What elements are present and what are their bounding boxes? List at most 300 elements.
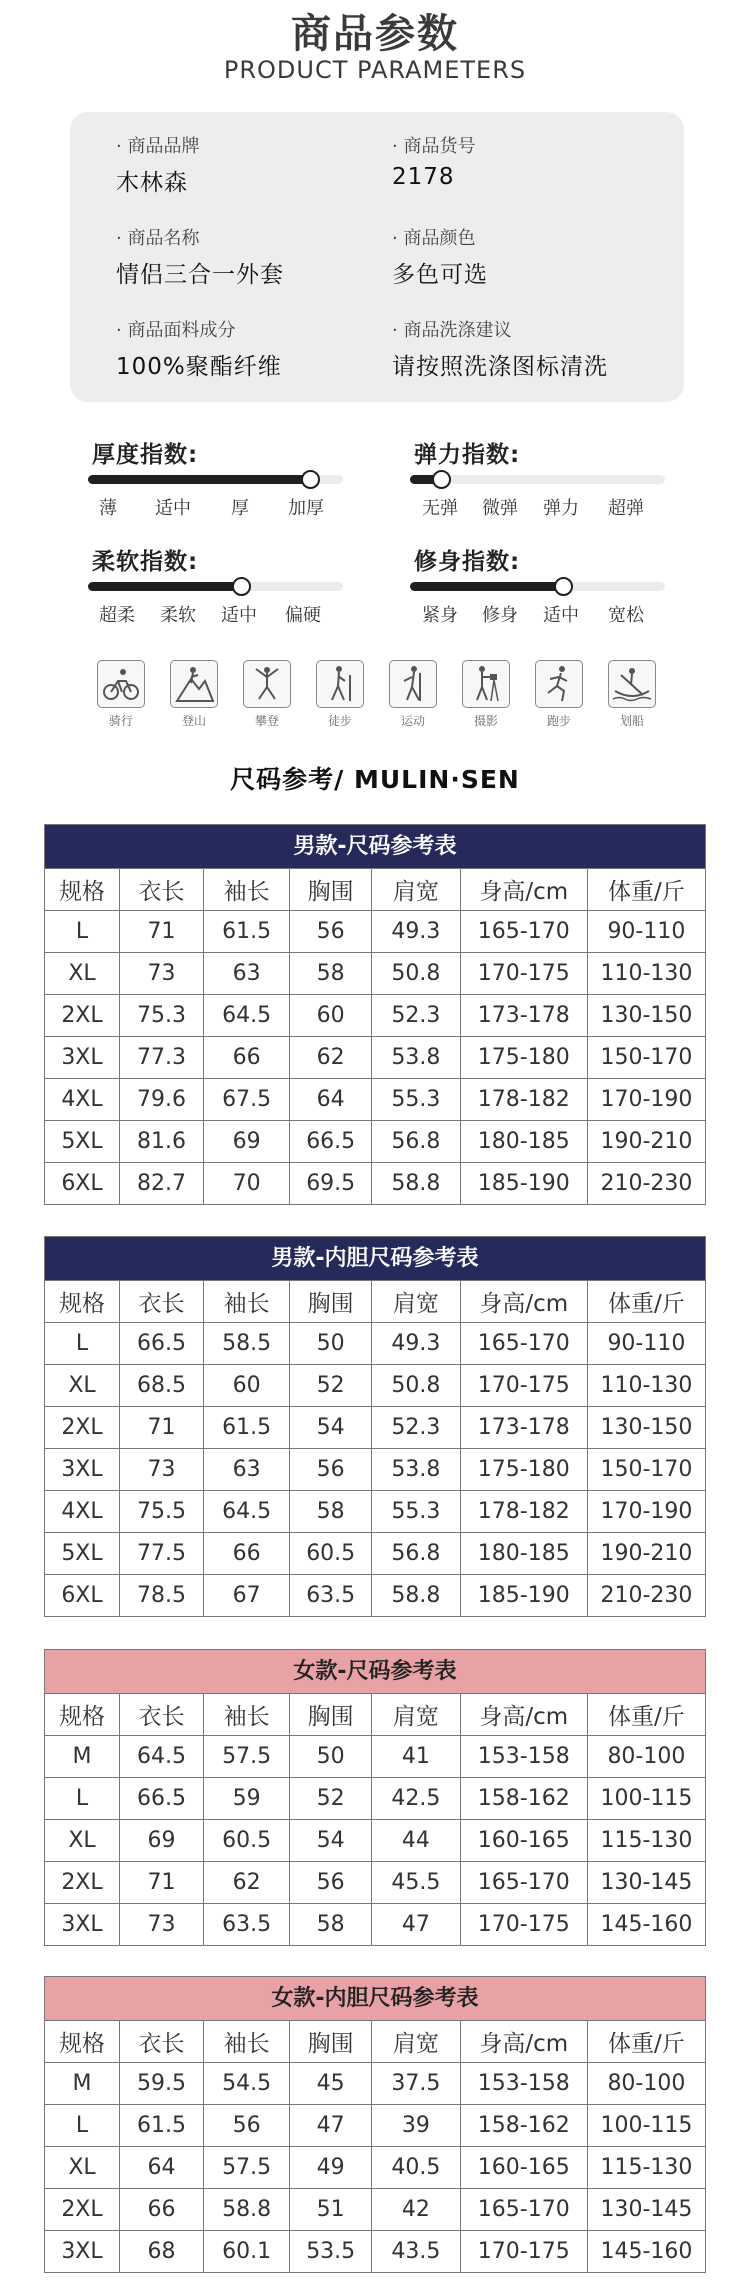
table-cell: 47 <box>372 1904 461 1946</box>
column-header: 肩宽 <box>372 1694 461 1736</box>
table-cell: 71 <box>119 1407 203 1449</box>
photography-icon <box>463 661 509 707</box>
table-cell: 61.5 <box>119 2105 203 2147</box>
table-cell: 56.8 <box>372 1533 461 1575</box>
table-cell: 67.5 <box>203 1079 289 1121</box>
table-cell: 100-115 <box>587 1778 705 1820</box>
table-cell: 77.3 <box>119 1037 203 1079</box>
table-cell: 47 <box>290 2105 372 2147</box>
table-cell: 42.5 <box>372 1778 461 1820</box>
table-cell: 3XL <box>45 1904 120 1946</box>
table-cell: 185-190 <box>460 1163 587 1205</box>
column-header: 体重/斤 <box>587 1694 705 1736</box>
table-cell: 130-145 <box>587 2189 705 2231</box>
table-cell: 58 <box>290 1904 372 1946</box>
table-cell: 165-170 <box>460 2189 587 2231</box>
param-label: · 商品品牌 <box>116 132 199 158</box>
table-cell: 3XL <box>45 1037 120 1079</box>
activity-sport <box>385 660 441 729</box>
softness-label: 超柔 <box>99 605 135 626</box>
table-cell: 5XL <box>45 1121 120 1163</box>
size-table <box>44 1649 706 1946</box>
activity-label: 运动 <box>400 714 425 728</box>
table-row <box>45 2189 706 2231</box>
table-cell: 130-150 <box>587 995 705 1037</box>
activity-label: 摄影 <box>473 714 498 728</box>
size-table <box>44 1236 706 1617</box>
table-row <box>45 1575 706 1617</box>
softness-label: 偏硬 <box>285 605 321 626</box>
table-title: 男款-内胆尺码参考表 <box>44 1236 706 1280</box>
table-cell: 66.5 <box>290 1121 372 1163</box>
table-header-row <box>45 869 706 911</box>
table-cell: 78.5 <box>119 1575 203 1617</box>
table-cell: 54.5 <box>203 2063 289 2105</box>
table-cell: 56 <box>290 1449 372 1491</box>
table-cell: 170-175 <box>460 953 587 995</box>
thickness-index-fill <box>88 475 310 484</box>
elasticity-label: 弹力 <box>543 498 579 519</box>
table-cell: 170-175 <box>460 2231 587 2273</box>
column-header: 胸围 <box>290 1281 372 1323</box>
table-cell: 130-145 <box>587 1862 705 1904</box>
table-cell: 58.8 <box>372 1163 461 1205</box>
softness-index-fill <box>88 582 241 591</box>
param-washing <box>392 316 608 381</box>
table-cell: 6XL <box>45 1163 120 1205</box>
size-grid <box>44 2020 706 2273</box>
page-title: 商品参数 <box>291 11 459 57</box>
table-cell: 60 <box>290 995 372 1037</box>
table-cell: 68.5 <box>119 1365 203 1407</box>
softness-index-bar <box>88 582 343 591</box>
activity-label: 攀登 <box>254 714 279 728</box>
sport-icon <box>390 661 436 707</box>
table-cell: 55.3 <box>372 1491 461 1533</box>
table-cell: 40.5 <box>372 2147 461 2189</box>
column-header: 袖长 <box>203 869 289 911</box>
table-cell: 45 <box>290 2063 372 2105</box>
table-cell: 158-162 <box>460 2105 587 2147</box>
table-cell: L <box>45 911 120 953</box>
table-cell: 4XL <box>45 1079 120 1121</box>
column-header: 规格 <box>45 1281 120 1323</box>
table-row <box>45 1037 706 1079</box>
table-cell: 66 <box>119 2189 203 2231</box>
elasticity-index-bar <box>410 475 665 484</box>
column-header: 肩宽 <box>372 1281 461 1323</box>
activity-label: 划船 <box>619 714 644 728</box>
param-value: 木林森 <box>116 170 188 196</box>
table-row <box>45 2063 706 2105</box>
table-cell: 52 <box>290 1365 372 1407</box>
page-subtitle: PRODUCT PARAMETERS <box>223 56 527 84</box>
climbing-icon <box>244 661 290 707</box>
table-cell: 37.5 <box>372 2063 461 2105</box>
table-cell: 60.5 <box>290 1533 372 1575</box>
table-cell: 58.8 <box>372 1575 461 1617</box>
table-cell: 165-170 <box>460 911 587 953</box>
table-cell: 42 <box>372 2189 461 2231</box>
table-cell: 57.5 <box>203 1736 289 1778</box>
table-cell: 53.5 <box>290 2231 372 2273</box>
table-cell: XL <box>45 1365 120 1407</box>
table-cell: 49.3 <box>372 911 461 953</box>
table-cell: 73 <box>119 1904 203 1946</box>
table-cell: XL <box>45 953 120 995</box>
table-cell: 3XL <box>45 2231 120 2273</box>
table-row <box>45 2147 706 2189</box>
table-cell: 53.8 <box>372 1449 461 1491</box>
table-cell: 41 <box>372 1736 461 1778</box>
column-header: 身高/cm <box>460 869 587 911</box>
column-header: 身高/cm <box>460 1694 587 1736</box>
fit-label: 适中 <box>543 605 579 626</box>
table-cell: 170-175 <box>460 1904 587 1946</box>
table-cell: 160-165 <box>460 1820 587 1862</box>
rafting-icon <box>609 661 655 707</box>
elasticity-label: 微弹 <box>482 498 518 519</box>
column-header: 规格 <box>45 1694 120 1736</box>
table-header-row <box>45 2021 706 2063</box>
running-icon <box>536 661 582 707</box>
table-cell: 43.5 <box>372 2231 461 2273</box>
table-cell: 59 <box>203 1778 289 1820</box>
table-cell: 50 <box>290 1323 372 1365</box>
fit-index-knob <box>554 577 573 596</box>
param-color <box>392 224 488 289</box>
column-header: 身高/cm <box>460 2021 587 2063</box>
activity-label: 徒步 <box>327 714 352 728</box>
table-header-row <box>45 1694 706 1736</box>
table-cell: 62 <box>290 1037 372 1079</box>
fit-label: 紧身 <box>422 605 458 626</box>
table-cell: 190-210 <box>587 1121 705 1163</box>
table-cell: 115-130 <box>587 1820 705 1862</box>
param-label: · 商品颜色 <box>392 224 488 250</box>
table-cell: 49.3 <box>372 1323 461 1365</box>
size-table <box>44 1976 706 2273</box>
activity-hiking <box>312 660 368 729</box>
table-cell: 61.5 <box>203 1407 289 1449</box>
param-value: 2178 <box>392 164 455 190</box>
table-cell: 45.5 <box>372 1862 461 1904</box>
table-header-row <box>45 1281 706 1323</box>
table-cell: 175-180 <box>460 1037 587 1079</box>
table-cell: L <box>45 1323 120 1365</box>
table-cell: 153-158 <box>460 1736 587 1778</box>
table-cell: 170-190 <box>587 1491 705 1533</box>
table-cell: 165-170 <box>460 1323 587 1365</box>
table-row <box>45 1079 706 1121</box>
table-cell: 190-210 <box>587 1533 705 1575</box>
table-cell: 150-170 <box>587 1449 705 1491</box>
table-cell: 39 <box>372 2105 461 2147</box>
table-cell: 173-178 <box>460 1407 587 1449</box>
elasticity-index-knob <box>432 470 451 489</box>
column-header: 体重/斤 <box>587 2021 705 2063</box>
thickness-index-bar <box>88 475 343 484</box>
table-cell: M <box>45 2063 120 2105</box>
table-cell: 69.5 <box>290 1163 372 1205</box>
table-cell: 2XL <box>45 995 120 1037</box>
table-cell: 58.5 <box>203 1323 289 1365</box>
table-cell: 63 <box>203 953 289 995</box>
table-cell: 66.5 <box>119 1323 203 1365</box>
table-cell: 75.5 <box>119 1491 203 1533</box>
table-cell: 53.8 <box>372 1037 461 1079</box>
table-cell: 82.7 <box>119 1163 203 1205</box>
thickness-label: 薄 <box>99 498 117 519</box>
activity-climbing <box>239 660 295 729</box>
thickness-label: 厚 <box>231 498 249 519</box>
table-cell: 5XL <box>45 1533 120 1575</box>
table-cell: 175-180 <box>460 1449 587 1491</box>
table-cell: 54 <box>290 1820 372 1862</box>
table-cell: 75.3 <box>119 995 203 1037</box>
column-header: 胸围 <box>290 869 372 911</box>
table-cell: 52.3 <box>372 1407 461 1449</box>
thickness-label: 适中 <box>155 498 191 519</box>
column-header: 体重/斤 <box>587 869 705 911</box>
softness-label: 适中 <box>221 605 257 626</box>
table-cell: 80-100 <box>587 2063 705 2105</box>
table-row <box>45 2231 706 2273</box>
param-value: 情侣三合一外套 <box>116 262 284 288</box>
table-cell: 56 <box>290 911 372 953</box>
table-row <box>45 1904 706 1946</box>
table-cell: 73 <box>119 953 203 995</box>
table-cell: 54 <box>290 1407 372 1449</box>
activity-mountaineering <box>166 660 222 729</box>
table-cell: 58 <box>290 1491 372 1533</box>
table-row <box>45 1407 706 1449</box>
table-cell: 90-110 <box>587 911 705 953</box>
param-brand <box>116 132 199 197</box>
column-header: 规格 <box>45 869 120 911</box>
param-label: · 商品货号 <box>392 132 475 158</box>
size-table <box>44 824 706 1205</box>
table-cell: 68 <box>119 2231 203 2273</box>
table-title: 女款-尺码参考表 <box>44 1649 706 1693</box>
table-cell: 69 <box>203 1121 289 1163</box>
table-cell: 50.8 <box>372 1365 461 1407</box>
table-cell: 64.5 <box>119 1736 203 1778</box>
table-cell: 153-158 <box>460 2063 587 2105</box>
table-cell: 64 <box>119 2147 203 2189</box>
table-row <box>45 953 706 995</box>
table-row <box>45 1491 706 1533</box>
column-header: 衣长 <box>119 869 203 911</box>
table-cell: 64.5 <box>203 1491 289 1533</box>
activity-rafting <box>604 660 660 729</box>
table-cell: 62 <box>203 1862 289 1904</box>
activity-running <box>531 660 587 729</box>
table-cell: 81.6 <box>119 1121 203 1163</box>
column-header: 肩宽 <box>372 869 461 911</box>
table-cell: 63.5 <box>290 1575 372 1617</box>
table-cell: 2XL <box>45 1862 120 1904</box>
fit-label: 宽松 <box>608 605 644 626</box>
table-cell: 60.1 <box>203 2231 289 2273</box>
table-cell: 160-165 <box>460 2147 587 2189</box>
table-cell: 61.5 <box>203 911 289 953</box>
table-title: 男款-尺码参考表 <box>44 824 706 868</box>
table-cell: 6XL <box>45 1575 120 1617</box>
table-cell: 60.5 <box>203 1820 289 1862</box>
table-cell: 145-160 <box>587 1904 705 1946</box>
table-cell: 165-170 <box>460 1862 587 1904</box>
hiking-icon <box>317 661 363 707</box>
table-cell: 56 <box>203 2105 289 2147</box>
table-cell: 52 <box>290 1778 372 1820</box>
table-row <box>45 1778 706 1820</box>
column-header: 袖长 <box>203 2021 289 2063</box>
table-row <box>45 2105 706 2147</box>
table-cell: 52.3 <box>372 995 461 1037</box>
table-cell: 180-185 <box>460 1121 587 1163</box>
table-cell: 77.5 <box>119 1533 203 1575</box>
table-cell: 178-182 <box>460 1491 587 1533</box>
table-row <box>45 1533 706 1575</box>
product-parameters-panel <box>70 112 684 402</box>
table-row <box>45 1820 706 1862</box>
activity-label: 跑步 <box>546 714 571 728</box>
table-cell: 100-115 <box>587 2105 705 2147</box>
thickness-index-title: 厚度指数: <box>92 442 199 468</box>
table-cell: 64.5 <box>203 995 289 1037</box>
table-cell: 63 <box>203 1449 289 1491</box>
table-cell: 49 <box>290 2147 372 2189</box>
table-cell: L <box>45 1778 120 1820</box>
column-header: 袖长 <box>203 1281 289 1323</box>
table-row <box>45 995 706 1037</box>
param-value: 100%聚酯纤维 <box>116 354 282 380</box>
table-cell: M <box>45 1736 120 1778</box>
softness-index-title: 柔软指数: <box>92 549 199 575</box>
table-cell: 80-100 <box>587 1736 705 1778</box>
table-cell: 4XL <box>45 1491 120 1533</box>
table-cell: 66 <box>203 1533 289 1575</box>
table-cell: 3XL <box>45 1449 120 1491</box>
elasticity-label: 无弹 <box>422 498 458 519</box>
table-cell: 58.8 <box>203 2189 289 2231</box>
table-cell: 64 <box>290 1079 372 1121</box>
table-cell: 178-182 <box>460 1079 587 1121</box>
param-item-number <box>392 132 475 190</box>
elasticity-index-title: 弹力指数: <box>414 442 521 468</box>
param-label: · 商品洗涤建议 <box>392 316 608 342</box>
table-cell: 180-185 <box>460 1533 587 1575</box>
fit-label: 修身 <box>482 605 518 626</box>
table-cell: 170-190 <box>587 1079 705 1121</box>
table-cell: 50 <box>290 1736 372 1778</box>
thickness-label: 加厚 <box>288 498 324 519</box>
table-cell: 69 <box>119 1820 203 1862</box>
activity-label: 骑行 <box>108 714 133 728</box>
table-row <box>45 1323 706 1365</box>
table-cell: 210-230 <box>587 1575 705 1617</box>
table-cell: 63.5 <box>203 1904 289 1946</box>
table-cell: 130-150 <box>587 1407 705 1449</box>
table-cell: 59.5 <box>119 2063 203 2105</box>
table-row <box>45 911 706 953</box>
param-fabric <box>116 316 282 381</box>
fit-index-bar <box>410 582 665 591</box>
column-header: 身高/cm <box>460 1281 587 1323</box>
fit-index-fill <box>410 582 563 591</box>
table-row <box>45 1163 706 1205</box>
table-cell: 58 <box>290 953 372 995</box>
column-header: 肩宽 <box>372 2021 461 2063</box>
table-cell: 110-130 <box>587 1365 705 1407</box>
column-header: 规格 <box>45 2021 120 2063</box>
table-cell: 71 <box>119 1862 203 1904</box>
activity-label: 登山 <box>181 714 206 728</box>
table-cell: 150-170 <box>587 1037 705 1079</box>
table-cell: 158-162 <box>460 1778 587 1820</box>
activity-photography <box>458 660 514 729</box>
table-cell: XL <box>45 2147 120 2189</box>
param-value: 请按照洗涤图标清洗 <box>392 354 608 380</box>
table-cell: 55.3 <box>372 1079 461 1121</box>
table-cell: 56 <box>290 1862 372 1904</box>
column-header: 衣长 <box>119 1694 203 1736</box>
column-header: 胸围 <box>290 2021 372 2063</box>
column-header: 体重/斤 <box>587 1281 705 1323</box>
table-title: 女款-内胆尺码参考表 <box>44 1976 706 2020</box>
table-row <box>45 1862 706 1904</box>
table-cell: 170-175 <box>460 1365 587 1407</box>
table-cell: 115-130 <box>587 2147 705 2189</box>
size-grid <box>44 868 706 1205</box>
param-label: · 商品名称 <box>116 224 284 250</box>
mountaineering-icon <box>171 661 217 707</box>
table-cell: L <box>45 2105 120 2147</box>
size-reference-heading: 尺码参考/ MULIN·SEN <box>230 765 520 794</box>
table-row <box>45 1449 706 1491</box>
table-cell: 57.5 <box>203 2147 289 2189</box>
table-cell: XL <box>45 1820 120 1862</box>
activity-cycling <box>93 660 149 729</box>
elasticity-label: 超弹 <box>608 498 644 519</box>
column-header: 衣长 <box>119 2021 203 2063</box>
size-grid <box>44 1693 706 1946</box>
table-cell: 44 <box>372 1820 461 1862</box>
param-product-name <box>116 224 284 289</box>
table-row <box>45 1365 706 1407</box>
table-cell: 2XL <box>45 2189 120 2231</box>
table-cell: 70 <box>203 1163 289 1205</box>
table-cell: 60 <box>203 1365 289 1407</box>
table-cell: 110-130 <box>587 953 705 995</box>
column-header: 衣长 <box>119 1281 203 1323</box>
table-cell: 210-230 <box>587 1163 705 1205</box>
table-cell: 173-178 <box>460 995 587 1037</box>
column-header: 胸围 <box>290 1694 372 1736</box>
table-cell: 51 <box>290 2189 372 2231</box>
size-grid <box>44 1280 706 1617</box>
table-cell: 90-110 <box>587 1323 705 1365</box>
table-cell: 66 <box>203 1037 289 1079</box>
table-cell: 73 <box>119 1449 203 1491</box>
table-cell: 67 <box>203 1575 289 1617</box>
param-value: 多色可选 <box>392 262 488 288</box>
table-cell: 79.6 <box>119 1079 203 1121</box>
table-cell: 185-190 <box>460 1575 587 1617</box>
table-row <box>45 1121 706 1163</box>
table-cell: 66.5 <box>119 1778 203 1820</box>
